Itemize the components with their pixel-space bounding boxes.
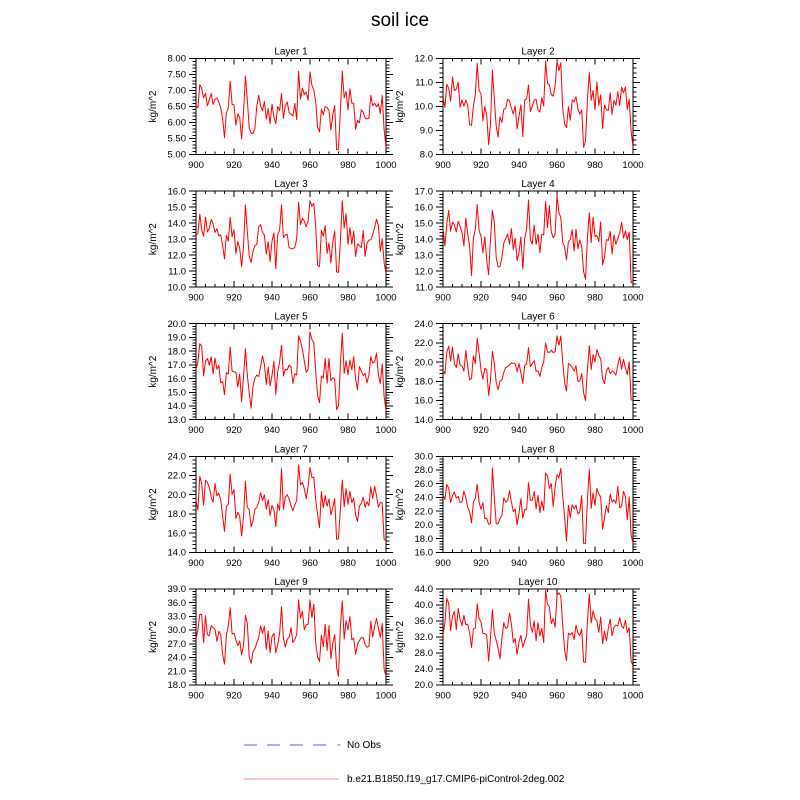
- y-tick-label: 18.0: [167, 346, 186, 358]
- panel-title: Layer 8: [521, 444, 555, 456]
- panel-title: Layer 9: [274, 576, 308, 588]
- x-tick-label: 900: [188, 425, 204, 437]
- chart-panel-layer-5: [148, 312, 397, 437]
- y-tick-label: 22.0: [414, 506, 433, 518]
- y-tick-label: 28.0: [414, 465, 433, 477]
- y-tick-label: 7.50: [167, 69, 186, 81]
- legend-item-case: [243, 772, 564, 786]
- x-tick-label: 900: [188, 292, 204, 304]
- plot-frame: [196, 191, 386, 287]
- x-tick-label: 920: [473, 690, 489, 702]
- y-tick-label: 14.0: [167, 218, 186, 230]
- chart-panel-layer-10: [395, 577, 644, 702]
- series-line: [196, 201, 386, 274]
- panel-title: Layer 10: [518, 576, 558, 588]
- y-tick-label: 22.0: [414, 338, 433, 350]
- series-line: [443, 196, 633, 283]
- y-axis-label: kg/m^2: [395, 223, 406, 256]
- x-tick-label: 900: [435, 160, 451, 171]
- x-tick-label: 980: [340, 557, 356, 569]
- y-tick-label: 17.0: [167, 360, 186, 372]
- x-tick-label: 900: [188, 557, 204, 569]
- x-tick-label: 960: [549, 292, 565, 304]
- y-tick-label: 40.0: [414, 600, 433, 612]
- y-tick-label: 13.0: [414, 250, 433, 262]
- y-axis-label: kg/m^2: [148, 90, 159, 123]
- x-tick-label: 920: [473, 160, 489, 171]
- x-tick-label: 900: [435, 425, 451, 437]
- y-tick-label: 16.0: [414, 547, 433, 559]
- series-line: [443, 468, 633, 543]
- x-tick-label: 960: [302, 690, 318, 702]
- y-tick-label: 14.0: [414, 234, 433, 246]
- y-tick-label: 16.0: [167, 373, 186, 385]
- y-tick-label: 18.0: [414, 533, 433, 545]
- y-tick-label: 11.0: [415, 282, 433, 294]
- y-tick-label: 11.0: [168, 266, 186, 278]
- y-tick-label: 13.0: [167, 234, 186, 246]
- case-line-swatch: [243, 772, 341, 786]
- y-tick-label: 11.0: [415, 77, 433, 89]
- x-tick-label: 960: [302, 557, 318, 569]
- x-tick-label: 900: [435, 557, 451, 569]
- x-tick-label: 980: [587, 425, 603, 437]
- series-line: [196, 332, 386, 411]
- y-tick-label: 24.0: [167, 451, 186, 463]
- x-tick-label: 1000: [375, 160, 397, 171]
- y-axis-label: kg/m^2: [148, 223, 159, 256]
- y-tick-label: 20.0: [167, 318, 186, 330]
- y-tick-label: 12.0: [414, 53, 433, 65]
- y-tick-label: 15.0: [414, 218, 433, 230]
- x-tick-label: 940: [511, 425, 527, 437]
- y-tick-label: 12.0: [414, 266, 433, 278]
- x-tick-label: 1000: [622, 292, 644, 304]
- y-tick-label: 16.0: [167, 528, 186, 540]
- x-tick-label: 960: [302, 160, 318, 171]
- y-tick-label: 26.0: [414, 478, 433, 490]
- x-tick-label: 940: [264, 292, 280, 304]
- y-tick-label: 17.0: [414, 186, 433, 198]
- plot-frame: [196, 324, 386, 420]
- y-tick-label: 33.0: [167, 611, 186, 623]
- series-line: [443, 590, 633, 665]
- x-tick-label: 1000: [622, 425, 644, 437]
- y-tick-label: 6.00: [167, 117, 186, 129]
- x-tick-label: 900: [188, 690, 204, 702]
- y-tick-label: 32.0: [414, 632, 433, 644]
- y-tick-label: 5.00: [167, 149, 186, 161]
- x-tick-label: 940: [511, 557, 527, 569]
- y-tick-label: 27.0: [167, 638, 186, 650]
- x-tick-label: 1000: [375, 690, 397, 702]
- y-tick-label: 16.0: [414, 202, 433, 214]
- x-tick-label: 960: [549, 425, 565, 437]
- y-tick-label: 8.0: [419, 149, 433, 161]
- chart-panel-layer-8: [395, 444, 644, 569]
- y-tick-label: 18.0: [167, 680, 186, 692]
- x-tick-label: 1000: [375, 425, 397, 437]
- panel-title: Layer 2: [521, 46, 555, 58]
- plot-frame: [196, 59, 386, 155]
- y-tick-label: 24.0: [414, 664, 433, 676]
- y-tick-label: 19.0: [167, 332, 186, 344]
- y-tick-label: 24.0: [167, 652, 186, 664]
- panel-title: Layer 5: [274, 311, 308, 323]
- y-axis-label: kg/m^2: [395, 620, 406, 653]
- x-tick-label: 920: [473, 557, 489, 569]
- y-tick-label: 20.0: [167, 489, 186, 501]
- y-tick-label: 44.0: [414, 584, 433, 596]
- y-tick-label: 36.0: [167, 597, 186, 609]
- x-tick-label: 940: [264, 160, 280, 171]
- y-tick-label: 16.0: [414, 395, 433, 407]
- y-tick-label: 30.0: [167, 625, 186, 637]
- x-tick-label: 940: [264, 425, 280, 437]
- chart-panel-layer-4: [395, 179, 644, 304]
- page-title: soil ice: [370, 10, 430, 31]
- y-axis-label: kg/m^2: [395, 488, 406, 521]
- y-axis-label: kg/m^2: [148, 488, 159, 521]
- y-tick-label: 15.0: [167, 202, 186, 214]
- x-tick-label: 960: [302, 292, 318, 304]
- y-tick-label: 9.0: [419, 125, 433, 137]
- series-line: [443, 336, 633, 401]
- x-tick-label: 960: [302, 425, 318, 437]
- y-tick-label: 14.0: [167, 401, 186, 413]
- y-tick-label: 15.0: [167, 387, 186, 399]
- legend-label-no-obs: No Obs: [347, 739, 381, 751]
- panel-title: Layer 4: [521, 179, 555, 191]
- y-tick-label: 13.0: [167, 414, 186, 426]
- x-tick-label: 980: [587, 292, 603, 304]
- y-tick-label: 21.0: [167, 666, 186, 678]
- x-tick-label: 1000: [622, 557, 644, 569]
- panel-title: Layer 3: [274, 179, 308, 191]
- y-tick-label: 24.0: [414, 318, 433, 330]
- y-tick-label: 20.0: [414, 680, 433, 692]
- x-tick-label: 960: [549, 160, 565, 171]
- y-tick-label: 10.0: [414, 101, 433, 113]
- x-tick-label: 1000: [375, 292, 397, 304]
- x-tick-label: 920: [473, 425, 489, 437]
- y-tick-label: 18.0: [167, 509, 186, 521]
- plot-frame: [196, 589, 386, 685]
- y-axis-label: kg/m^2: [395, 90, 406, 123]
- y-tick-label: 28.0: [414, 648, 433, 660]
- x-tick-label: 920: [226, 690, 242, 702]
- y-tick-label: 14.0: [414, 414, 433, 426]
- x-tick-label: 960: [549, 557, 565, 569]
- panel-title: Layer 7: [274, 444, 308, 456]
- series-line: [196, 600, 386, 676]
- x-tick-label: 940: [511, 160, 527, 171]
- no-obs-line-swatch: [243, 738, 341, 752]
- y-tick-label: 20.0: [414, 520, 433, 532]
- x-tick-label: 940: [511, 292, 527, 304]
- x-tick-label: 980: [587, 160, 603, 171]
- x-tick-label: 940: [264, 690, 280, 702]
- y-tick-label: 39.0: [167, 584, 186, 596]
- x-tick-label: 920: [226, 160, 242, 171]
- y-tick-label: 18.0: [414, 376, 433, 388]
- legend-label-case: b.e21.B1850.f19_g17.CMIP6-piControl-2deg.002: [347, 773, 565, 785]
- plot-frame: [443, 456, 633, 552]
- x-tick-label: 900: [435, 292, 451, 304]
- y-axis-label: kg/m^2: [395, 355, 406, 388]
- y-tick-label: 30.0: [414, 451, 433, 463]
- chart-panel-layer-1: [148, 47, 397, 172]
- panel-title: Layer 6: [521, 311, 555, 323]
- x-tick-label: 980: [340, 292, 356, 304]
- x-tick-label: 920: [226, 292, 242, 304]
- x-tick-label: 900: [188, 160, 204, 171]
- y-tick-label: 6.50: [167, 101, 186, 113]
- y-tick-label: 16.0: [167, 186, 186, 198]
- y-tick-label: 12.0: [167, 250, 186, 262]
- y-axis-label: kg/m^2: [148, 355, 159, 388]
- y-tick-label: 5.50: [167, 133, 186, 145]
- x-tick-label: 960: [549, 690, 565, 702]
- y-axis-label: kg/m^2: [148, 620, 159, 653]
- panel-title: Layer 1: [274, 46, 308, 58]
- x-tick-label: 1000: [622, 160, 644, 171]
- x-tick-label: 980: [587, 557, 603, 569]
- y-tick-label: 14.0: [167, 547, 186, 559]
- chart-panel-layer-3: [148, 179, 397, 304]
- y-tick-label: 22.0: [167, 470, 186, 482]
- y-tick-label: 20.0: [414, 357, 433, 369]
- y-tick-label: 24.0: [414, 492, 433, 504]
- plot-frame: [443, 589, 633, 685]
- x-tick-label: 920: [226, 557, 242, 569]
- series-line: [196, 71, 386, 149]
- x-tick-label: 980: [587, 690, 603, 702]
- x-tick-label: 980: [340, 690, 356, 702]
- x-tick-label: 920: [226, 425, 242, 437]
- x-tick-label: 980: [340, 425, 356, 437]
- y-tick-label: 10.0: [167, 282, 186, 294]
- y-tick-label: 36.0: [414, 616, 433, 628]
- x-tick-label: 1000: [375, 557, 397, 569]
- x-tick-label: 900: [435, 690, 451, 702]
- series-line: [443, 61, 633, 147]
- x-tick-label: 1000: [622, 690, 644, 702]
- chart-panel-layer-6: [395, 312, 644, 437]
- y-tick-label: 8.00: [167, 53, 186, 65]
- y-tick-label: 7.00: [167, 85, 186, 97]
- chart-panel-layer-7: [148, 444, 397, 569]
- x-tick-label: 980: [340, 160, 356, 171]
- chart-panel-layer-9: [148, 577, 397, 702]
- chart-panel-layer-2: [395, 47, 644, 172]
- x-tick-label: 940: [264, 557, 280, 569]
- x-tick-label: 940: [511, 690, 527, 702]
- series-line: [196, 465, 386, 541]
- x-tick-label: 920: [473, 292, 489, 304]
- legend-item-no-obs: [243, 738, 381, 752]
